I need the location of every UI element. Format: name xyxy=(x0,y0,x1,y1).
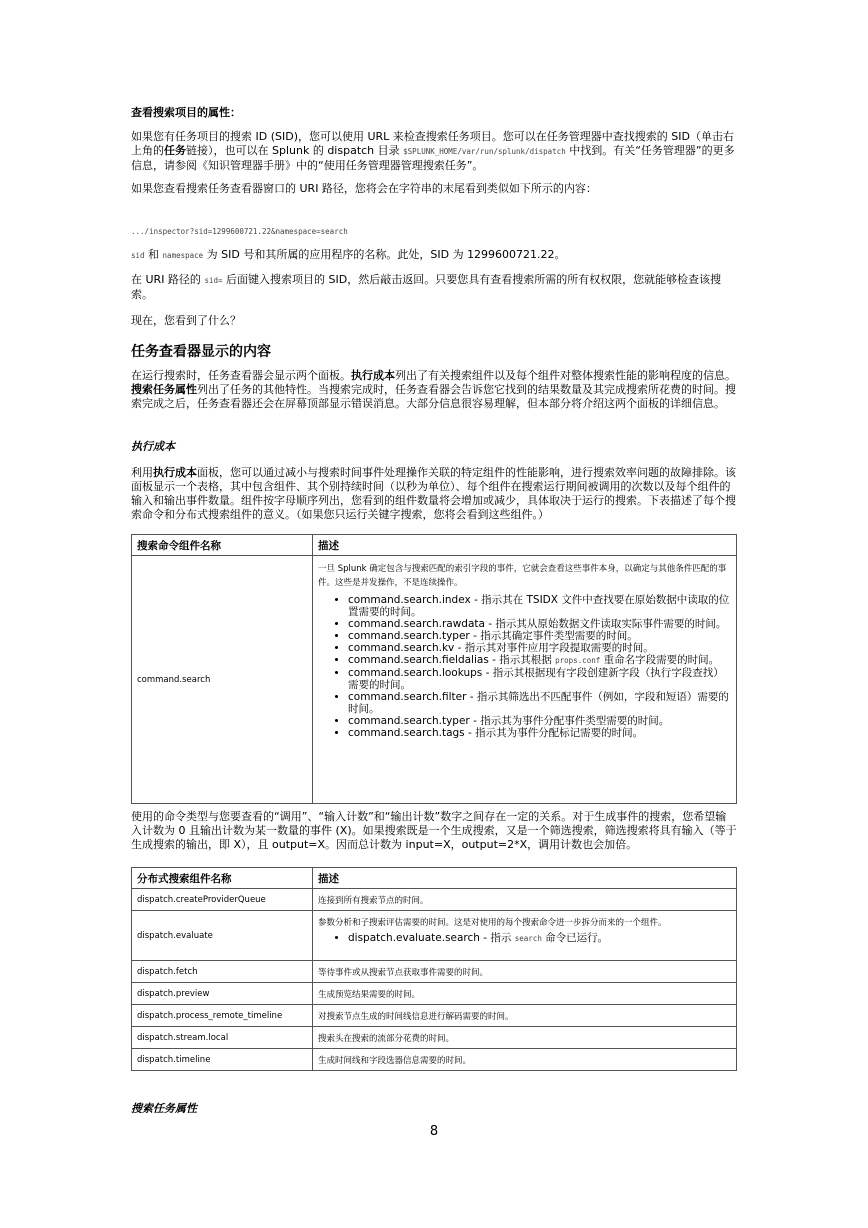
subcomponent-item xyxy=(348,654,731,667)
component-name: dispatch.preview xyxy=(132,983,313,1005)
heading-inspector-content: 任务查看器显示的内容 xyxy=(131,344,271,360)
item-code: search xyxy=(514,934,542,943)
text: 为 SID 号和其所属的应用程序的名称。此处，SID 为 1299600721.22。 xyxy=(203,248,566,261)
item-text: command.search.typer - 指示其确定事件类型需要的时间。 xyxy=(348,630,638,642)
component-name: dispatch.createProviderQueue xyxy=(132,889,313,911)
paragraph-enter-sid xyxy=(131,273,737,302)
text: 后面键入搜索项目的 SID，然后敲击返回。只要您具有查看搜索所需的所有权权限，您就能够检查该搜索。 xyxy=(131,273,722,301)
text: 和 xyxy=(144,248,163,261)
uri-code-line: .../inspector?sid=1299600721.22&namespace=search xyxy=(131,227,348,236)
component-description: 生成预览结果需要的时间。 xyxy=(313,983,737,1005)
bold-term: 搜索任务属性 xyxy=(131,383,197,396)
page-number: 8 xyxy=(429,1124,439,1139)
subcomponent-item xyxy=(348,642,731,654)
component-name: dispatch.fetch xyxy=(132,961,313,983)
description-text: 一旦 Splunk 确定包含与搜索匹配的索引字段的事件，它就会查看这些事件本身，以确定与其他条件匹配的事件。这些是并发操作，不是连续操作。 xyxy=(318,564,727,588)
item-text: 命令已运行。 xyxy=(541,932,609,944)
subcomponent-item xyxy=(348,630,731,642)
text: 利用 xyxy=(131,466,153,479)
table-row xyxy=(132,889,737,911)
dispatch-path-code: $SPLUNK_HOME/var/run/splunk/dispatch xyxy=(403,147,566,156)
item-code: props.conf xyxy=(555,656,601,665)
search-command-table xyxy=(131,534,737,804)
component-description xyxy=(313,911,737,961)
heading-search-job-properties: 搜索任务属性 xyxy=(131,1102,197,1115)
paragraph-what-now: 现在，您看到了什么？ xyxy=(131,314,241,327)
subcomponent-item xyxy=(348,667,731,691)
bold-term: 执行成本 xyxy=(153,466,197,479)
item-text: dispatch.evaluate.search - 指示 xyxy=(348,932,515,944)
table-header-row xyxy=(132,868,737,889)
table-row xyxy=(132,911,737,961)
item-text: command.search.filter - 指示其筛选出不匹配事件（例如，字段和短语）需要的时间。 xyxy=(348,691,729,715)
description-text: 参数分析和子搜索评估需要的时间。这是对使用的每个搜索命令进一步拆分而来的一个组件。 xyxy=(318,918,667,928)
bold-term: 执行成本 xyxy=(351,369,395,382)
column-header: 描述 xyxy=(313,868,737,889)
paragraph-execution-cost xyxy=(131,466,737,522)
heading-view-properties: 查看搜索项目的属性： xyxy=(131,106,241,119)
task-link-text: 任务 xyxy=(164,144,186,157)
code: sid xyxy=(131,251,145,260)
text: 面板，您可以通过减小与搜索时间事件处理操作关联的特定组件的性能影响，进行搜索效率问题的故障排除。该面板显示一个表格，其中包含组件、其个别持续时间（以秒为单位）、每个组件在搜索运行期间被调用的次数以及每个组件的输入和输出事件数量。组件按字母顺序列出，您看到的组件数量将会增加或减少，具体取决于运行的搜索。下表描述了每个搜索命令和分布式搜索组件的意义。（如果您只运行关键字搜索，您将会看到这些组件。） xyxy=(131,466,736,521)
heading-execution-cost: 执行成本 xyxy=(131,440,175,453)
component-name: dispatch.evaluate xyxy=(132,911,313,961)
subcomponent-item xyxy=(348,932,731,945)
item-text: 重命名字段需要的时间。 xyxy=(600,654,720,666)
text: 在 URI 路径的 xyxy=(131,273,205,286)
table-row xyxy=(132,961,737,983)
text: 链接），也可以在 Splunk 的 dispatch 目录 xyxy=(186,144,404,157)
text: 列出了任务的其他特性。当搜索完成时，任务查看器会告诉您它找到的结果数量及其完成搜索所花费的时间。搜索完成之后，任务查看器还会在屏幕顶部显示错误消息。大部分信息很容易理解，但本部分将介绍这两个面板的详细信息。 xyxy=(131,383,736,410)
column-header: 分布式搜索组件名称 xyxy=(132,868,313,889)
subcomponent-item xyxy=(348,715,731,727)
distributed-search-table xyxy=(131,867,737,1071)
paragraph-sid-namespace xyxy=(131,248,737,263)
text: 中找到。有关“任务管理器”的更多信息，请参阅《知识管理器手册》中的“使用任务管理器管理搜索任务”。 xyxy=(131,144,735,172)
subcomponent-item xyxy=(348,594,731,618)
component-name: dispatch.process_remote_timeline xyxy=(132,1005,313,1027)
table-row xyxy=(132,556,737,804)
code: namespace xyxy=(162,251,204,260)
item-text: command.search.rawdata - 指示其从原始数据文件读取实际事件需要的时间。 xyxy=(348,618,727,630)
subcomponent-item xyxy=(348,691,731,715)
component-name: command.search xyxy=(132,556,313,804)
column-header: 描述 xyxy=(313,535,737,556)
item-text: command.search.typer - 指示其为事件分配事件类型需要的时间。 xyxy=(348,715,670,727)
component-name: dispatch.timeline xyxy=(132,1049,313,1071)
component-description xyxy=(313,556,737,804)
text: 在运行搜索时，任务查看器会显示两个面板。 xyxy=(131,369,351,382)
component-name: dispatch.stream.local xyxy=(132,1027,313,1049)
text: 列出了有关搜索组件以及每个组件对整体搜索性能的影响程度的信息。 xyxy=(395,369,736,382)
item-text: command.search.kv - 指示其对事件应用字段提取需要的时间。 xyxy=(348,642,654,654)
item-text: command.search.lookups - 指示其根据现有字段创建新字段（执行字段查找）需要的时间。 xyxy=(348,667,724,691)
table-row xyxy=(132,1005,737,1027)
code: sid= xyxy=(204,276,223,285)
item-text: command.search.tags - 指示其为事件分配标记需要的时间。 xyxy=(348,727,644,739)
paragraph-counts: 使用的命令类型与您要查看的“调用”、“输入计数”和“输出计数”数字之间存在一定的关系。对于生成事件的搜索，您希望输入计数为 0 且输出计数为某一数量的事件 (X)。如果搜索既是一个生成搜索，又是一个筛选搜索，筛选搜索将具有输入（等于生成搜索的输出，即 X），且 output=X。因而总计数为 input=X，output=2*X，调用计数也会加倍。 xyxy=(131,810,737,851)
component-description: 等待事件或从搜索节点获取事件需要的时间。 xyxy=(313,961,737,983)
subcomponent-list xyxy=(318,932,731,945)
table-header-row xyxy=(132,535,737,556)
component-description: 对搜索节点生成的时间线信息进行解码需要的时间。 xyxy=(313,1005,737,1027)
table-row xyxy=(132,1027,737,1049)
table-row xyxy=(132,983,737,1005)
table-row xyxy=(132,1049,737,1071)
item-text: command.search.index - 指示其在 TSIDX 文件中查找要在原始数据中读取的位置需要的时间。 xyxy=(348,594,730,618)
text: 如果您有任务项目的搜索 ID (SID)，您可以使用 URL 来检查搜索任务项目。您可以在任务管理器中查找搜索的 SID（单击右上角的 xyxy=(131,130,734,157)
component-description: 连接到所有搜索节点的时间。 xyxy=(313,889,737,911)
component-description: 搜索头在搜索的流部分花费的时间。 xyxy=(313,1027,737,1049)
item-text: command.search.fieldalias - 指示其根据 xyxy=(348,654,556,666)
column-header: 搜索命令组件名称 xyxy=(132,535,313,556)
subcomponent-item xyxy=(348,618,731,630)
paragraph-panels xyxy=(131,369,737,411)
paragraph-sid-intro xyxy=(131,130,737,173)
subcomponent-list xyxy=(318,594,731,739)
paragraph-uri: 如果您查看搜索任务查看器窗口的 URI 路径，您将会在字符串的末尾看到类似如下所示的内容： xyxy=(131,182,597,195)
component-description: 生成时间线和字段选器信息需要的时间。 xyxy=(313,1049,737,1071)
subcomponent-item xyxy=(348,727,731,739)
